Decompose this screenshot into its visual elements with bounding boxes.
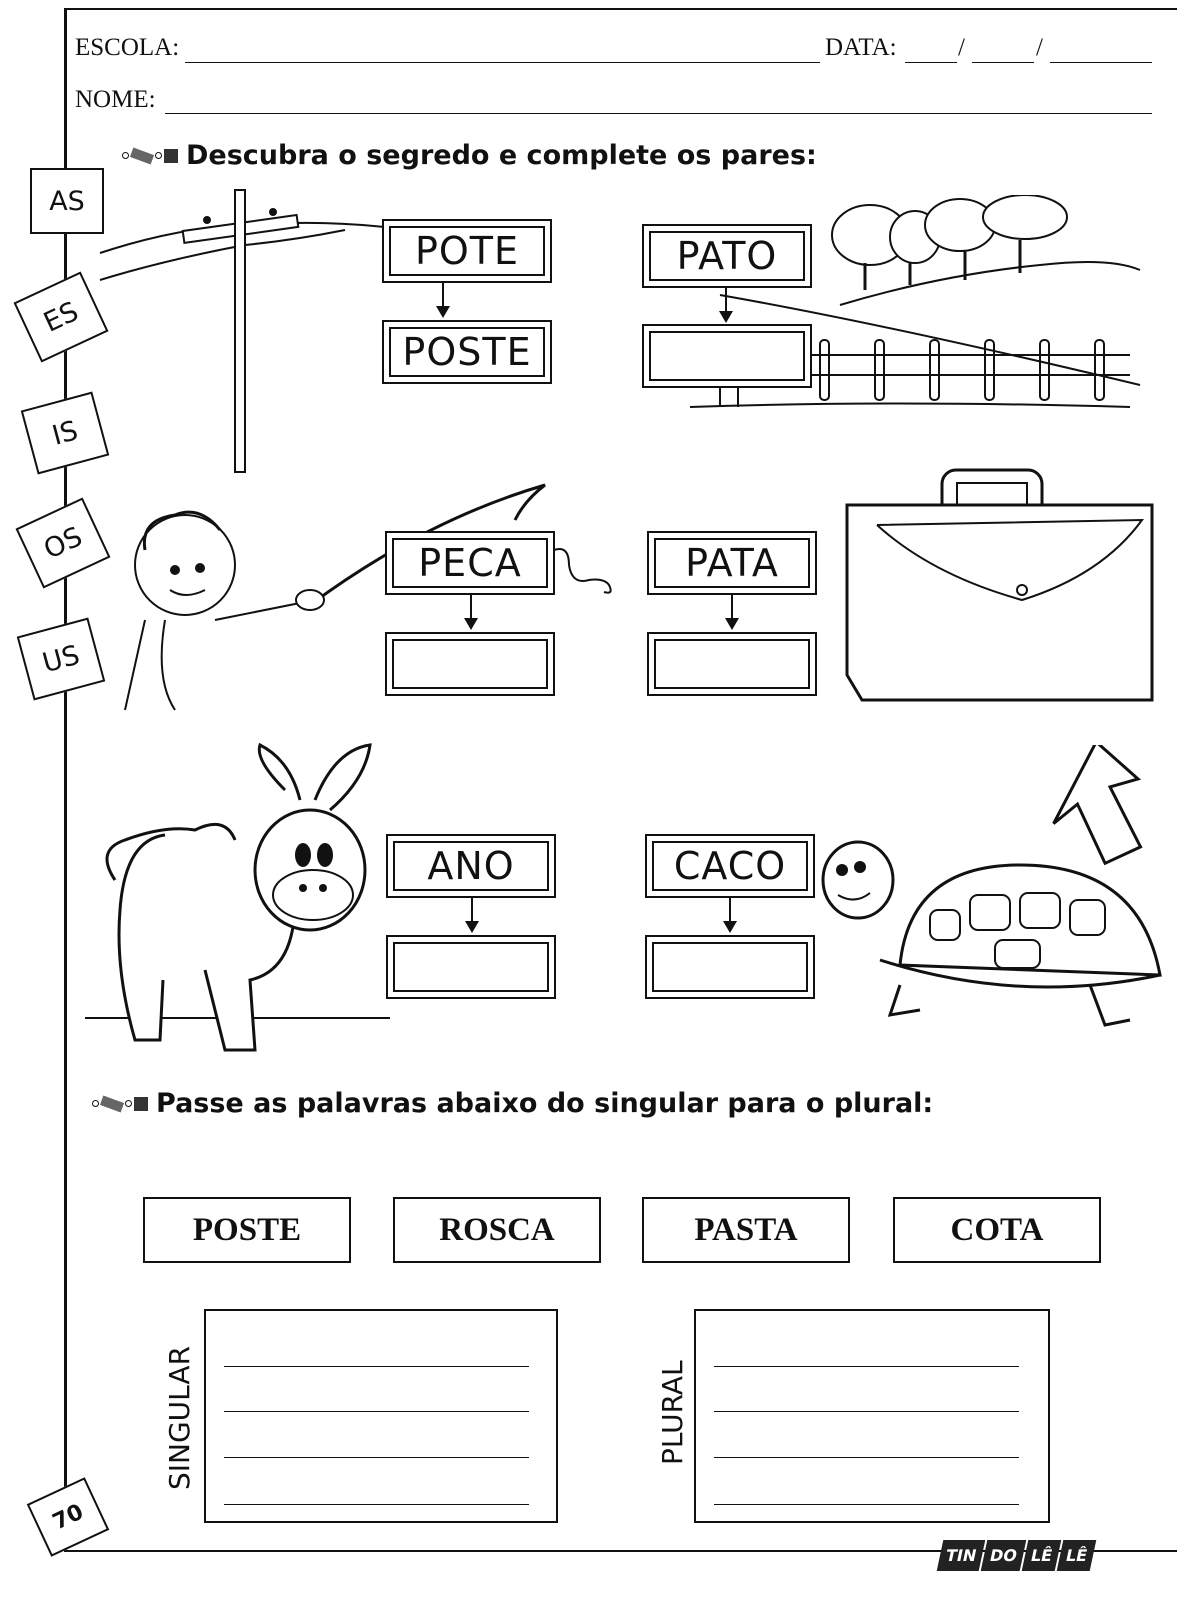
word-box-caco — [645, 834, 815, 898]
briefcase-illustration — [842, 465, 1157, 705]
logo-part: LÊ — [1057, 1540, 1097, 1571]
name-label: NOME: — [75, 86, 156, 113]
arrow-down-icon — [725, 287, 727, 321]
writing-line[interactable] — [224, 1504, 529, 1505]
plural-writing-box[interactable] — [694, 1309, 1050, 1523]
arrow-down-icon — [731, 594, 733, 628]
word-card-pasta: PASTA — [642, 1197, 850, 1263]
writing-line[interactable] — [714, 1504, 1019, 1505]
plural-label: PLURAL — [656, 1360, 689, 1465]
turtle-illustration — [820, 745, 1165, 1045]
word-poste: POSTE — [389, 327, 545, 377]
word-pato: PATO — [649, 231, 805, 281]
date-separator: / — [1036, 34, 1043, 61]
logo-part: LÊ — [1022, 1540, 1062, 1571]
answer-box-pata[interactable] — [647, 632, 817, 696]
word-card-poste: POSTE — [143, 1197, 351, 1263]
word-pote: POTE — [389, 226, 545, 276]
answer-box-pato[interactable] — [642, 324, 812, 388]
date-day-field[interactable] — [905, 62, 957, 63]
writing-line[interactable] — [224, 1457, 529, 1458]
side-card-as: AS — [30, 168, 104, 234]
writing-line[interactable] — [224, 1366, 529, 1367]
fishing-hook-icon — [554, 540, 624, 600]
writing-line[interactable] — [714, 1366, 1019, 1367]
side-card-os: OS — [16, 497, 111, 588]
arrow-down-icon — [442, 282, 444, 316]
word-box-pata — [647, 531, 817, 595]
instruction-1-text: Descubra o segredo e complete os pares: — [186, 140, 817, 171]
word-pata: PATA — [654, 538, 810, 588]
side-card-es: ES — [14, 271, 109, 362]
writing-line[interactable] — [714, 1457, 1019, 1458]
answer-box-peca[interactable] — [385, 632, 555, 696]
answer-box-ano[interactable] — [386, 935, 556, 999]
word-box-poste — [382, 320, 552, 384]
school-field[interactable] — [185, 62, 820, 63]
singular-label: SINGULAR — [163, 1345, 196, 1490]
side-card-us: US — [17, 618, 106, 701]
date-separator: / — [958, 34, 965, 61]
word-peca: PECA — [392, 538, 548, 588]
page-number: 70 — [27, 1477, 110, 1557]
arrow-down-icon — [471, 897, 473, 931]
word-card-rosca: ROSCA — [393, 1197, 601, 1263]
date-year-field[interactable] — [1050, 62, 1152, 63]
writing-line[interactable] — [714, 1411, 1019, 1412]
school-label: ESCOLA: — [75, 34, 180, 61]
date-label: DATA: — [825, 34, 897, 61]
arrow-down-icon — [470, 594, 472, 628]
word-caco: CACO — [652, 841, 808, 891]
word-box-pote — [382, 219, 552, 283]
writing-line[interactable] — [224, 1411, 529, 1412]
name-field[interactable] — [165, 113, 1152, 114]
pencil-bullet-icon — [92, 1097, 148, 1111]
utility-pole-illustration — [95, 185, 395, 475]
instruction-2-text: Passe as palavras abaixo do singular para o plural: — [156, 1088, 934, 1119]
publisher-logo — [940, 1540, 1093, 1571]
arrow-down-icon — [729, 897, 731, 931]
word-box-peca — [385, 531, 555, 595]
word-ano: ANO — [393, 841, 549, 891]
word-box-pato — [642, 224, 812, 288]
logo-part: DO — [981, 1540, 1026, 1571]
pencil-bullet-icon — [122, 149, 178, 163]
logo-part: TIN — [937, 1540, 986, 1571]
date-month-field[interactable] — [972, 62, 1034, 63]
donkey-illustration — [85, 740, 395, 1070]
side-card-is: IS — [21, 392, 110, 475]
instruction-1 — [122, 140, 817, 171]
singular-writing-box[interactable] — [204, 1309, 558, 1523]
word-box-ano — [386, 834, 556, 898]
word-card-cota: COTA — [893, 1197, 1101, 1263]
answer-box-caco[interactable] — [645, 935, 815, 999]
instruction-2 — [92, 1088, 933, 1119]
